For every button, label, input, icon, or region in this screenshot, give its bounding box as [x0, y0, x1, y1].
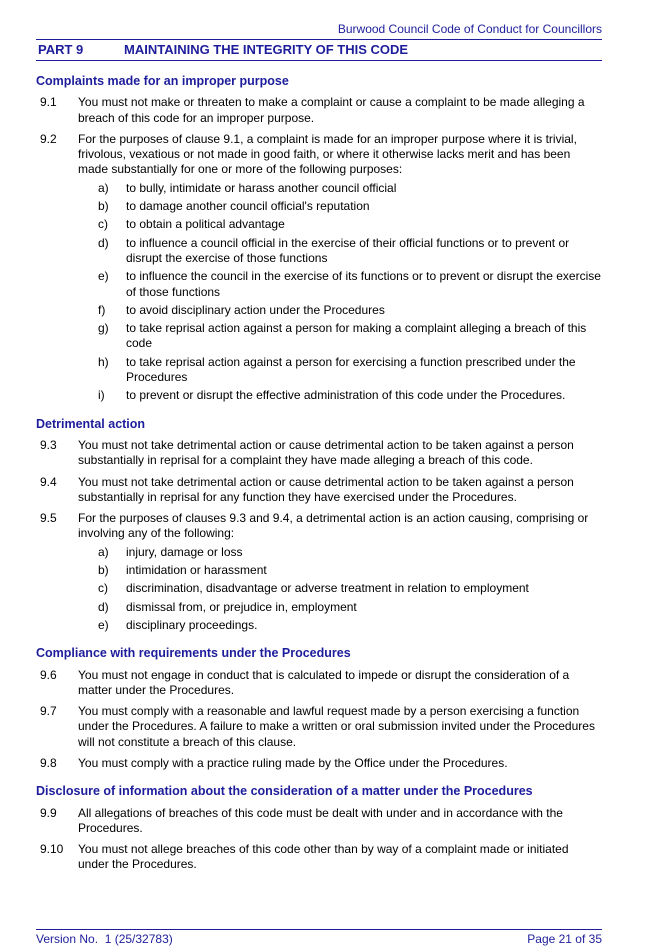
section-heading: Detrimental action [36, 416, 146, 431]
clause-text: You must not take detrimental action or cause detrimental action to be taken against a person substantially in reprisal for a complaint they have made alleging a breach of this code. [78, 437, 574, 468]
page-header [36, 0, 602, 61]
list-item-text: to bully, intimidate or harass another council official [126, 180, 397, 195]
list-item-text: disciplinary proceedings. [126, 617, 258, 632]
list-item-letter: e) [98, 617, 109, 632]
clause-text: For the purposes of clause 9.1, a complaint is made for an improper purpose where it is trivial, frivolous, vexatious or not made in good faith, or where it otherwise lacks merit and has been made substantially for one or more of the following purposes: [78, 131, 577, 177]
list-item [98, 269, 602, 300]
list-item-letter: g) [98, 321, 109, 336]
clause-number: 9.1 [40, 95, 57, 110]
list-item-text: to influence a council official in the exercise of their official functions or to prevent or disrupt the exercise of those functions [126, 235, 570, 265]
section-heading: Complaints made for an improper purpose [36, 74, 289, 88]
clause [36, 806, 602, 837]
list-item-letter: h) [98, 354, 109, 369]
list-item [98, 303, 602, 318]
list-item [98, 355, 602, 386]
list-item-letter: e) [98, 269, 109, 284]
list-item-text: intimidation or harassment [126, 563, 267, 578]
clause-text: You must not make or threaten to make a complaint or cause a complaint to be made alleging a breach of this code for an improper purpose. [78, 95, 585, 125]
part-heading [36, 40, 602, 61]
list-item [98, 563, 602, 578]
list-item [98, 236, 602, 267]
clause-number: 9.9 [40, 805, 57, 820]
clause-text: For the purposes of clauses 9.3 and 9.4, a detrimental action is an action causing, comprising or involving any of the following: [78, 511, 589, 541]
list-item-letter: a) [98, 180, 109, 195]
clause-number: 9.7 [40, 704, 57, 719]
section-heading: Disclosure of information about the consideration of a matter under the Procedures [36, 784, 533, 799]
clause-number: 9.3 [40, 437, 57, 452]
list-item-letter: c) [98, 581, 108, 596]
clause-number: 9.4 [40, 474, 57, 489]
clause [36, 842, 602, 873]
list-item-letter: d) [98, 599, 109, 614]
list-item [98, 199, 602, 214]
list-item-text: to take reprisal action against a person for making a complaint alleging a breach of this code [126, 321, 587, 351]
clause-text: You must comply with a reasonable and lawful request made by a person exercising a function under the Procedures. A failure to make a written or oral submission invited under the Procedures will not constitute a breach of this clause. [78, 704, 595, 749]
list-item-letter: f) [98, 302, 106, 317]
list-item-letter: a) [98, 544, 109, 559]
clause-number: 9.8 [40, 755, 57, 770]
list-item-letter: b) [98, 199, 109, 214]
document-title: Burwood Council Code of Conduct for Councillors [36, 22, 602, 40]
clause [36, 132, 602, 178]
list-item [98, 181, 602, 196]
list-item [98, 217, 602, 232]
list-item [98, 388, 602, 403]
clause-text: All allegations of breaches of this code must be dealt with under and in accordance with the Procedures. [78, 805, 563, 835]
clause [36, 704, 602, 750]
list-item-letter: i) [98, 388, 105, 403]
clause [36, 668, 602, 699]
document-body [36, 74, 602, 873]
list-item [98, 321, 602, 352]
list-item-text: discrimination, disadvantage or adverse treatment in relation to employment [126, 581, 529, 596]
list-item-text: to prevent or disrupt the effective administration of this code under the Procedures. [126, 388, 566, 403]
list-item-text: to avoid disciplinary action under the Procedures [126, 302, 385, 317]
list-item-letter: b) [98, 563, 109, 578]
list-item-text: dismissal from, or prejudice in, employment [126, 599, 357, 614]
part-label: PART 9 [38, 42, 84, 57]
clause-text: You must not take detrimental action or cause detrimental action to be taken against a person substantially in reprisal for any function they have exercised under the Procedures. [78, 474, 574, 504]
clause [36, 511, 602, 542]
list-item-text: to influence the council in the exercise of its functions or to prevent or disrupt the exercise of those functions [126, 269, 601, 299]
clause [36, 475, 602, 506]
list-item [98, 618, 602, 633]
part-title: MAINTAINING THE INTEGRITY OF THIS CODE [124, 42, 409, 57]
clause-number: 9.10 [40, 842, 64, 857]
list-item-letter: c) [98, 217, 108, 232]
list-item-text: to take reprisal action against a person for exercising a function prescribed under the Procedures [126, 354, 576, 385]
clause-text: You must comply with a practice ruling made by the Office under the Procedures. [78, 755, 508, 770]
footer-version: Version No. 1 (25/32783) [36, 932, 173, 946]
list-item [98, 600, 602, 615]
list-item-letter: d) [98, 235, 109, 250]
clause [36, 438, 602, 469]
list-item-text: to obtain a political advantage [126, 217, 285, 232]
list-item [98, 581, 602, 596]
clause [36, 756, 602, 771]
clause [36, 95, 602, 126]
section-heading: Compliance with requirements under the Procedures [36, 646, 351, 661]
clause-number: 9.6 [40, 667, 57, 682]
page-footer [36, 929, 602, 947]
list-item-text: to damage another council official's reputation [126, 199, 370, 214]
clause-number: 9.2 [40, 131, 57, 146]
footer-page-number: Page 21 of 35 [527, 932, 602, 946]
clause-text: You must not engage in conduct that is calculated to impede or disrupt the consideration of a matter under the Procedures. [78, 667, 570, 697]
clause-text: You must not allege breaches of this code other than by way of a complaint made or initiated under the Procedures. [78, 842, 569, 872]
list-item-text: injury, damage or loss [126, 544, 243, 559]
clause-number: 9.5 [40, 511, 57, 526]
list-item [98, 545, 602, 560]
